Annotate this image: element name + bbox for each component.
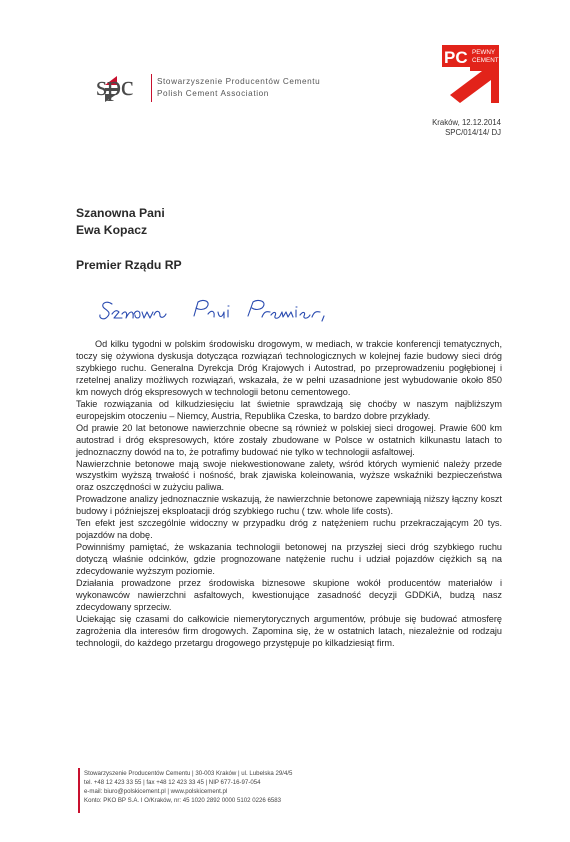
badge-initials: PC: [444, 48, 468, 67]
association-name: [157, 76, 320, 100]
footer-contact: [84, 769, 292, 805]
body-paragraph: Takie rozwiązania od kilkudziesięciu lat świetnie sprawdzają się choćby w naszym najbliższym europejskim otoczeniu – Niemcy, Austria, Republika Czeska, to bardzo dobre przykłady.: [76, 398, 502, 421]
association-name-pl: Stowarzyszenie Producentów Cementu: [157, 77, 321, 86]
body-paragraph: Od prawie 20 lat betonowe nawierzchnie obecne są również w polskiej sieci drogowej. Prawie 600 km autostrad i dróg ekspresowych, które zostały zbudowane w Polsce w ostatnich kilkunastu latach to jednoznaczny dowód na to, że potrafimy budować nie tylko w technologii asfaltowej.: [76, 422, 502, 457]
addressee-title: Premier Rządu RP: [76, 258, 182, 272]
badge-line1: PEWNY: [472, 49, 496, 56]
logo-divider: [151, 74, 152, 102]
footer-address: Stowarzyszenie Producentów Cementu | 30-003 Kraków | ul. Lubelska 29/4/5: [84, 770, 293, 777]
footer-email: e-mail: biuro@polskicement.pl | www.polskicement.pl: [84, 788, 228, 795]
handwritten-salutation: [98, 296, 338, 326]
badge-line2: CEMENT: [472, 57, 499, 64]
place-date: Kraków, 12.12.2014: [432, 118, 501, 127]
footer-accent-bar: [78, 768, 80, 813]
footer-bank: Konto: PKO BP S.A. I O/Kraków, nr: 45 1020 2892 0000 5102 0226 6583: [84, 797, 282, 804]
addressee-name: Ewa Kopacz: [76, 223, 148, 237]
body-paragraph: Od kilku tygodni w polskim środowisku drogowym, w mediach, w trakcie konferencji tematycznych, toczy się ożywiona dyskusja dotycząca rozwiązań technologicznych w kolejnej fazie budowy sieci dróg szybkiego ruchu. Generalna Dyrekcja Dróg Krajowych i Autostrad, po przeprowadzeniu pogłębionej i rzetelnej analizy możliwych rozwiązań, wskazała, że w pełni uzasadnione jest wybudowanie około 850 km nowych dróg ekspresowych w technologii betonu cementowego.: [76, 339, 502, 397]
association-name-en: Polish Cement Association: [157, 89, 269, 98]
reference-number: SPC/014/14/ DJ: [445, 127, 501, 137]
pewny-cement-badge-icon: [442, 45, 499, 103]
body-paragraph: Ten efekt jest szczególnie widoczny w przypadku dróg z natężeniem ruchu przekraczającym 20 tys. pojazdów na dobę.: [76, 518, 502, 541]
body-paragraph: Nawierzchnie betonowe mają swoje niekwestionowane zalety, wśród których wymienić należy przede wszystkim wyższą trwałość i nośność, brak zjawiska koleinowania, wyższe wskaźniki bezpieczeństwa oraz oszczędności w zużyciu paliwa.: [76, 458, 502, 493]
body-paragraph: Powinniśmy pamiętać, że wskazania technologii betonowej na przyszłej sieci dróg szybkiego ruchu dotyczą właśnie odcinków, gdzie prognozowane natężenie ruchu i udział pojazdów ciężkich są na zdecydowanie wyższym poziomie.: [76, 542, 502, 577]
body-paragraph: Działania prowadzone przez środowiska biznesowe skupione wokół producentów materiałów i wykonawców nawierzchni asfaltowych, kwestionujące zasadność decyzji GDDKiA, budzą nasz zdecydowany sprzeciw.: [76, 578, 502, 612]
date-block: [432, 118, 501, 137]
body-paragraph: Uciekając się czasami do całkowicie niemerytorycznych argumentów, próbuje się budować atmosferę zagrożenia dla interesów firm drogowych. Zapomina się, że w ostatnich latach, niezależnie od rodzaju technologii, do każdego przetargu drogowego przystępuje po kilkadziesiąt firm.: [76, 613, 502, 648]
addressee-greeting: Szanowna Pani: [76, 206, 165, 220]
footer-phone: tel. +48 12 423 33 55 | fax +48 12 423 33 45 | NIP 677-16-97-054: [84, 779, 261, 786]
spc-logo-text: spc: [96, 70, 134, 102]
letter-body: [76, 339, 502, 650]
body-paragraph: Prowadzone analizy jednoznacznie wskazują, że nawierzchnie betonowe zapewniają niższy łączny koszt budowy i późniejszej eksploatacji dróg szybkiego ruchu ( tzw. whole life costs).: [76, 494, 502, 517]
